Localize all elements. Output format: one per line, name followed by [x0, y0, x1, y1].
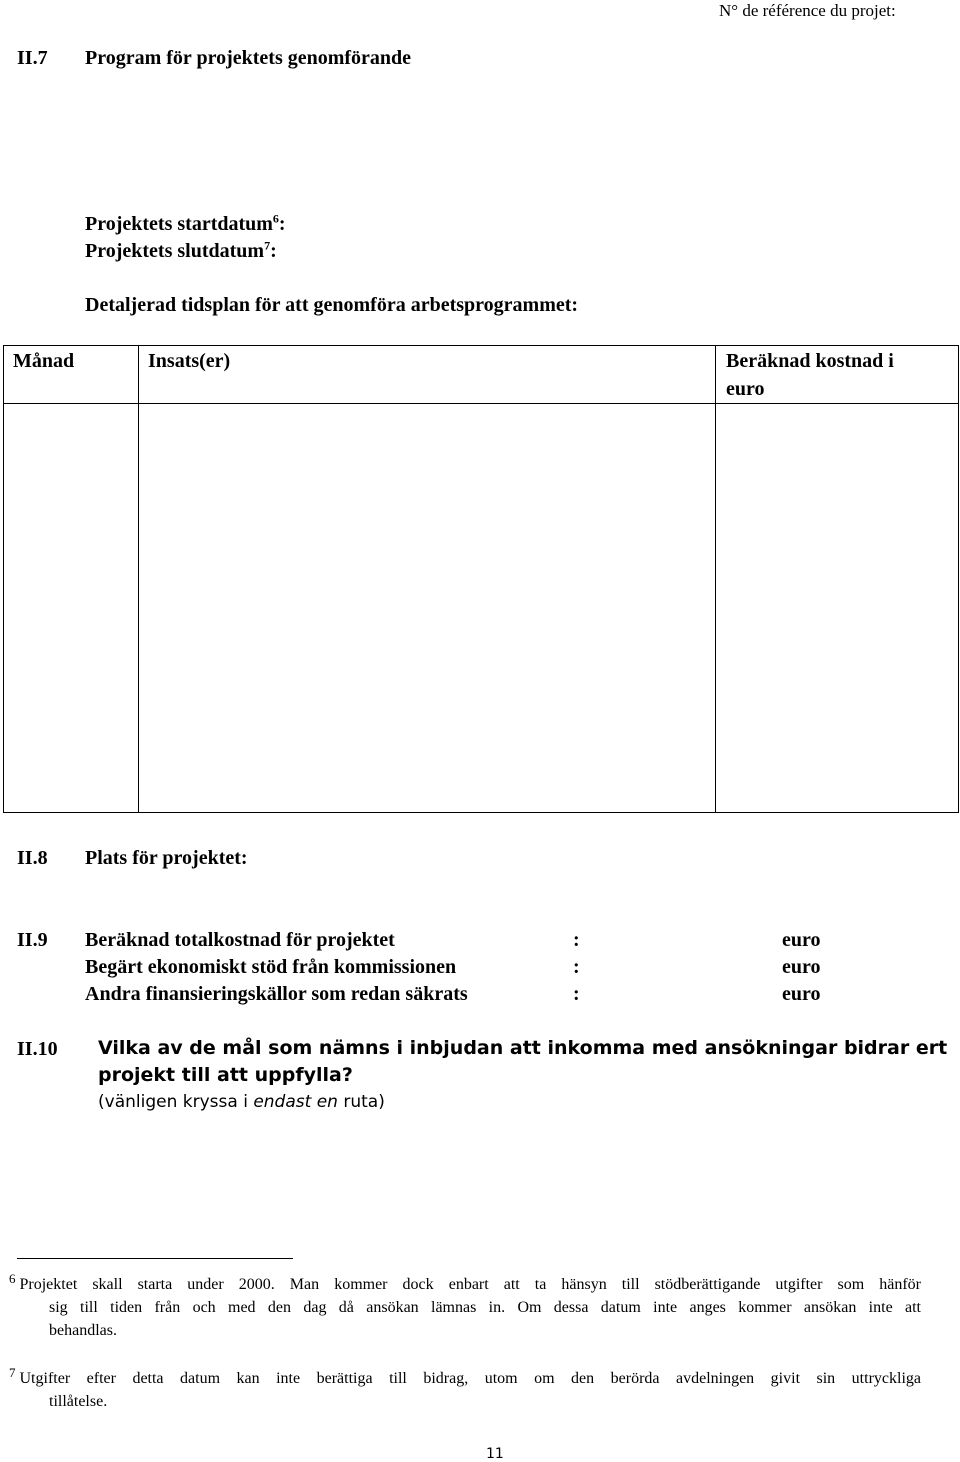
- section-number-ii7: II.7: [17, 47, 48, 69]
- end-date-label: [85, 239, 277, 263]
- start-date-text: Projektets startdatum: [85, 213, 273, 235]
- footnote-6: [9, 1270, 921, 1342]
- section-number-ii9: II.9: [17, 929, 48, 951]
- cost-row-unit: euro: [782, 983, 821, 1005]
- cost-row-colon: :: [573, 929, 580, 951]
- cost-row-label: Begärt ekonomiskt stöd från kommissionen: [85, 956, 457, 978]
- cost-cell[interactable]: [716, 404, 959, 813]
- objectives-question-line2: projekt till att uppfylla?: [98, 1064, 353, 1086]
- section-title-ii8: Plats för projektet:: [85, 847, 248, 869]
- section-number-ii8: II.8: [17, 847, 48, 869]
- footnote-7-line2: tillåtelse.: [49, 1393, 108, 1410]
- objectives-instruction: [98, 1091, 385, 1113]
- footnote-7-line1: [9, 1364, 921, 1390]
- header-activities: [139, 346, 716, 404]
- end-date-colon: :: [270, 240, 277, 262]
- end-date-text: Projektets slutdatum: [85, 240, 265, 262]
- footnote-7-number: 7: [9, 1364, 16, 1380]
- header-month: [4, 346, 139, 404]
- cost-row-unit: euro: [782, 956, 821, 978]
- footnote-7: [9, 1364, 921, 1413]
- footnote-6-line1: [9, 1270, 921, 1296]
- reference-number-label: N° de référence du projet:: [719, 1, 896, 20]
- objectives-question-line1: Vilka av de mål som nämns i inbjudan att inkomma med ansökningar bidrar ert: [98, 1037, 948, 1059]
- start-date-label: [85, 212, 286, 236]
- schedule-table-body-row: [4, 404, 959, 813]
- instruction-pre: (vänligen kryssa i: [98, 1092, 254, 1112]
- cost-row-unit: euro: [782, 929, 821, 951]
- section-number-ii10: II.10: [17, 1038, 58, 1060]
- footnote-6-text-line1: Projektet skall starta under 2000. Man kommer dock enbart att ta hänsyn till stödberättigande utgifter som hänför: [19, 1276, 921, 1293]
- detailed-schedule-label: Detaljerad tidsplan för att genomföra arbetsprogrammet:: [85, 294, 579, 316]
- activities-cell[interactable]: [139, 404, 716, 813]
- start-date-colon: :: [278, 213, 286, 235]
- cost-row-colon: :: [573, 956, 580, 978]
- cost-row-label: Beräknad totalkostnad för projektet: [85, 929, 395, 951]
- footnote-separator: [17, 1258, 293, 1259]
- cost-row-label: Andra finansieringskällor som redan säkrats: [85, 983, 468, 1005]
- header-activities-text: Insats(er): [148, 350, 231, 372]
- month-cell[interactable]: [4, 404, 139, 813]
- footnote-6-number: 6: [9, 1270, 16, 1286]
- cost-row-colon: :: [573, 983, 580, 1005]
- schedule-table: [3, 345, 959, 813]
- header-cost-line1: Beräknad kostnad i: [726, 350, 894, 372]
- instruction-emphasis: endast en: [253, 1092, 338, 1112]
- schedule-table-header-row: [4, 346, 959, 404]
- header-cost-text: [716, 346, 958, 403]
- instruction-post: ruta): [337, 1092, 385, 1112]
- footnote-6-line3: behandlas.: [49, 1322, 117, 1339]
- footnote-7-text-line1: Utgifter efter detta datum kan inte berättiga till bidrag, utom om den berörda avdelningen givit sin uttryckliga: [19, 1370, 921, 1387]
- header-cost: [716, 346, 959, 404]
- header-month-text: Månad: [13, 350, 75, 372]
- footnote-ref-6: 6: [272, 211, 279, 226]
- page-number: 11: [486, 1446, 504, 1462]
- section-title-ii7: Program för projektets genomförande: [85, 47, 412, 69]
- footnote-6-line2: sig till tiden från och med den dag då ansökan lämnas in. Om dessa datum inte anges kommer ansökan inte att: [49, 1299, 921, 1316]
- footnote-ref-7: 7: [264, 238, 271, 253]
- header-cost-line2: euro: [726, 378, 765, 400]
